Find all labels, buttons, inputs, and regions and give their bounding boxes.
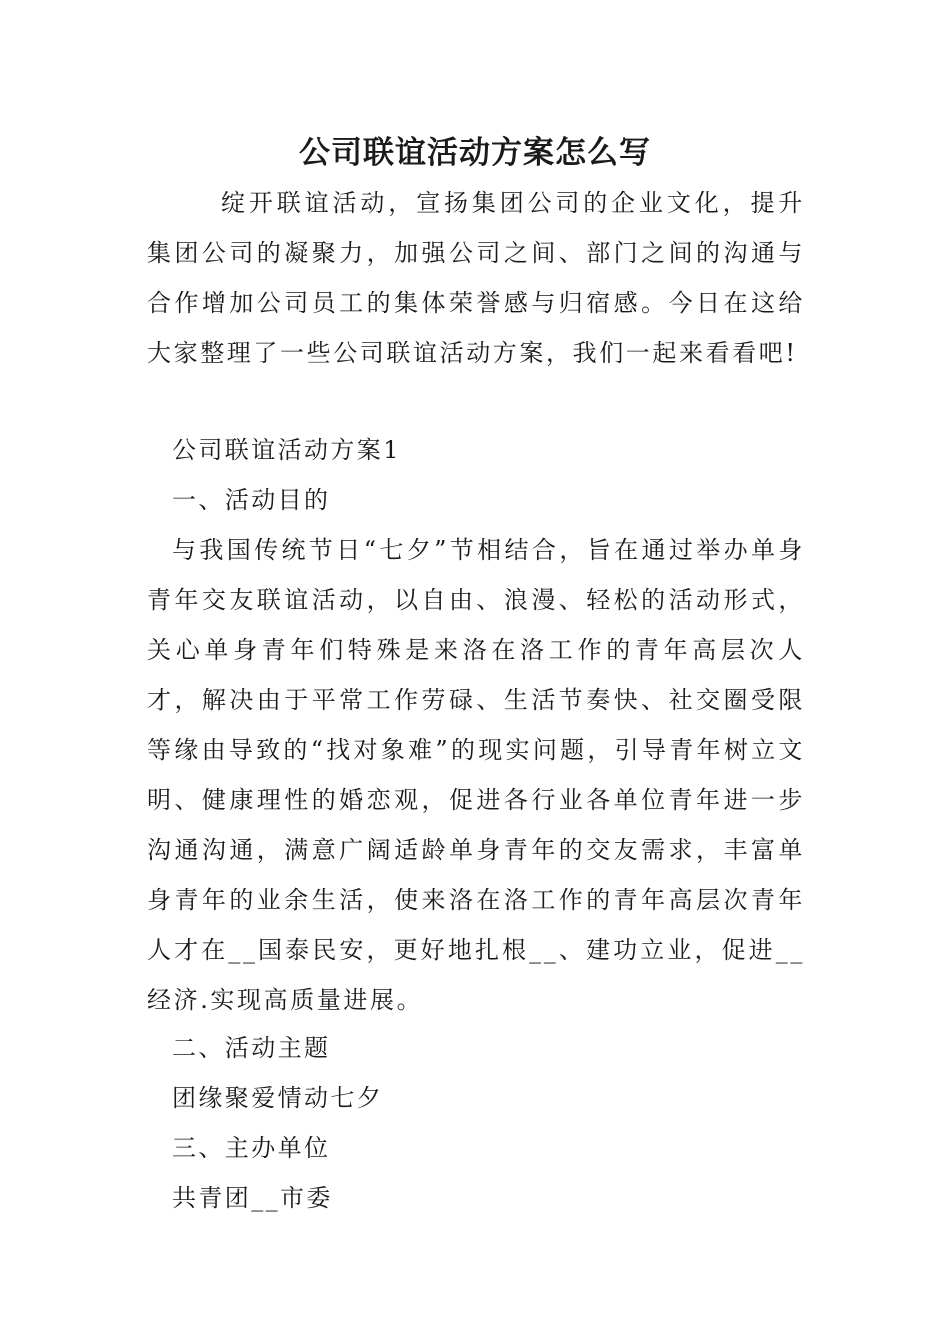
activity-theme-text: 团缘聚爱情动七夕 bbox=[172, 1084, 384, 1112]
organizer-text: 共青团__市委 bbox=[172, 1184, 333, 1212]
document-title: 公司联谊活动方案怎么写 bbox=[299, 135, 651, 171]
intro-paragraph: 绽开联谊活动，宣扬集团公司的企业文化，提升集团公司的凝聚力，加强公司之间、部门之间的沟通与合作增加公司员工的集体荣誉感与归宿感。今日在这给大家整理了一些公司联谊活动方案，我们一起来看看吧! bbox=[147, 189, 805, 367]
section-title: 公司联谊活动方案1 bbox=[172, 436, 401, 464]
heading-organizer: 三、主办单位 bbox=[172, 1134, 331, 1162]
heading-activity-purpose: 一、活动目的 bbox=[172, 486, 331, 514]
purpose-paragraph: 与我国传统节日“七夕”节相结合，旨在通过举办单身青年交友联谊活动，以自由、浪漫、轻松的活动形式，关心单身青年们特殊是来洛在洛工作的青年高层次人才，解决由于平常工作劳碌、生活节奏快、社交圈受限等缘由导致的“找对象难”的现实问题，引导青年树立文明、健康理性的婚恋观，促进各行业各单位青年进一步沟通沟通，满意广阔适龄单身青年的交友需求，丰富单身青年的业余生活，使来洛在洛工作的青年高层次青年人才在__国泰民安，更好地扎根__、建功立业，促进__经济.实现高质量进展。 bbox=[147, 536, 805, 1014]
heading-activity-theme: 二、活动主题 bbox=[172, 1034, 331, 1062]
